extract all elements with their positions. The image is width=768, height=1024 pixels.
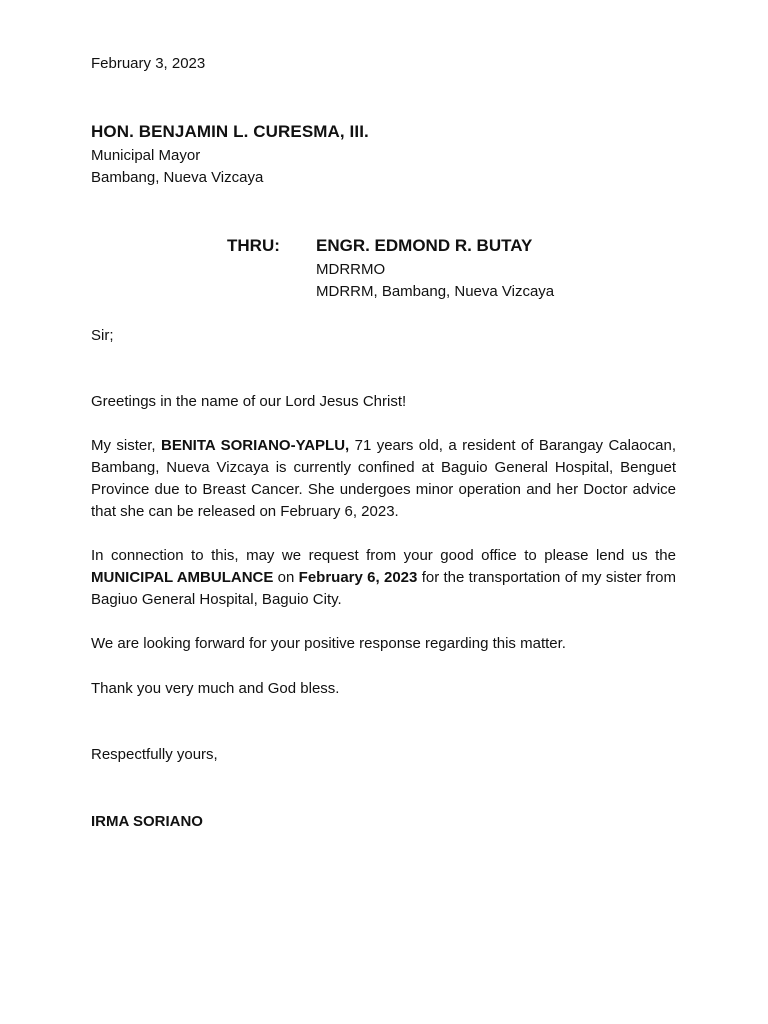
paragraph-request-rest: for the transportation of my sister from Bagiuo General Hospital, Baguio City.: [91, 569, 676, 608]
paragraph-patient-rest: 71 years old, a resident of Barangay Calaocan, Bambang, Nueva Vizcaya is currently confined at Baguio General Hospital, Benguet Province due to Breast Cancer. She undergoes minor operation and her Doctor advice that she can be released on February 6, 2023.: [91, 437, 676, 520]
addressee-location: Bambang, Nueva Vizcaya: [91, 169, 264, 186]
paragraph-looking-forward: We are looking forward for your positive response regarding this matter.: [91, 635, 566, 652]
salutation: Sir;: [91, 327, 114, 344]
paragraph-request-mid: on: [273, 569, 299, 586]
thru-label: THRU:: [227, 236, 280, 255]
paragraph-patient-info: [91, 435, 676, 523]
thru-title: MDRRMO: [316, 261, 386, 278]
paragraph-patient-intro: My sister,: [91, 437, 161, 454]
thru-name: ENGR. EDMOND R. BUTAY: [316, 236, 533, 255]
paragraph-request-intro: In connection to this, may we request from your good office to please lend us the: [91, 547, 676, 564]
addressee-name: HON. BENJAMIN L. CURESMA, III.: [91, 122, 369, 141]
patient-name: BENITA SORIANO-YAPLU,: [161, 437, 350, 454]
letter-date: February 3, 2023: [91, 55, 206, 72]
closing: Respectfully yours,: [91, 746, 218, 763]
requested-item: MUNICIPAL AMBULANCE: [91, 569, 274, 586]
thru-office: MDRRM, Bambang, Nueva Vizcaya: [316, 283, 555, 300]
requested-date: February 6, 2023: [298, 569, 418, 586]
greeting: Greetings in the name of our Lord Jesus Christ!: [91, 393, 407, 410]
addressee-title: Municipal Mayor: [91, 147, 201, 164]
signatory-name: IRMA SORIANO: [91, 813, 203, 830]
paragraph-thanks: Thank you very much and God bless.: [91, 680, 340, 697]
paragraph-request: [91, 545, 676, 611]
